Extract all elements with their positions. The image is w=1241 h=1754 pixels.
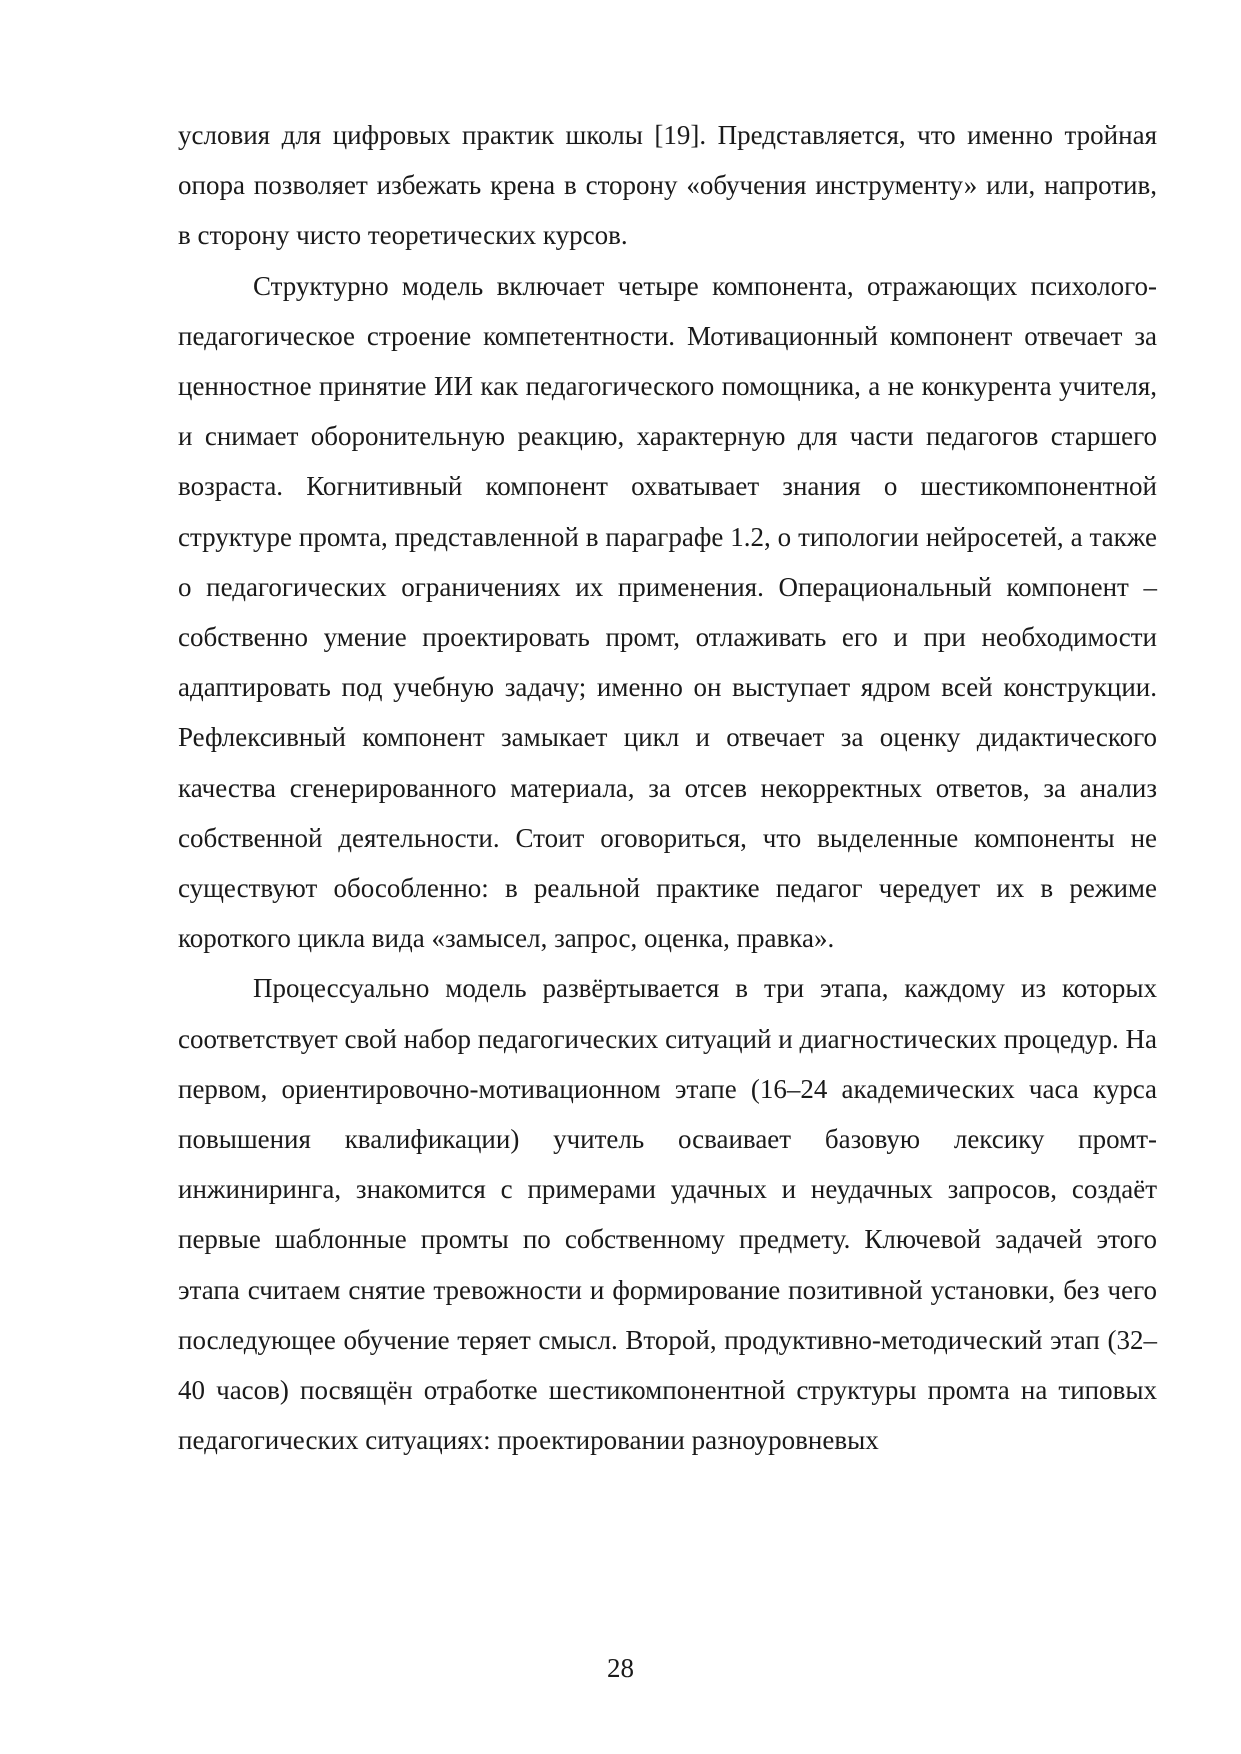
paragraph-continuation: условия для цифровых практик школы [19]. Представляется, что именно тройная опора позволяет избежать крена в сторону «обучения инструменту» или, напротив, в сторону чисто теоретических курсов. <box>178 120 1157 251</box>
paragraph-structure: Структурно модель включает четыре компонента, отражающих психолого-педагогическое строение компетентности. Мотивационный компонент отвечает за ценностное принятие ИИ как педагогического помощника, а не конкурента учителя, и снимает оборонительную реакцию, характерную для части педагогов старшего возраста. Когнитивный компонент охватывает знания о шестикомпонентной структуре промта, представленной в параграфе 1.2, о типологии нейросетей, а также о педагогических ограничениях их применения. Операциональный компонент – собственно умение проектировать промт, отлаживать его и при необходимости адаптировать под учебную задачу; именно он выступает ядром всей конструкции. Рефлексивный компонент замыкает цикл и отвечает за оценку дидактического качества сгенерированного материала, за отсев некорректных ответов, за анализ собственной деятельности. Стоит оговориться, что выделенные компоненты не существуют обособленно: в реальной практике педагог чередует их в режиме короткого цикла вида «замысел, запрос, оценка, правка». <box>178 270 1157 954</box>
page-number: 28 <box>607 1653 634 1683</box>
body-text <box>178 110 1157 1465</box>
paragraph-process: Процессуально модель развёртывается в три этапа, каждому из которых соответствует свой набор педагогических ситуаций и диагностических процедур. На первом, ориентировочно-мотивационном этапе (16–24 академических часа курса повышения квалификации) учитель осваивает базовую лексику промт-инжиниринга, знакомится с примерами удачных и неудачных запросов, создаёт первые шаблонные промты по собственному предмету. Ключевой задачей этого этапа считаем снятие тревожности и формирование позитивной установки, без чего последующее обучение теряет смысл. Второй, продуктивно-методический этап (32–40 часов) посвящён отработке шестикомпонентной структуры промта на типовых педагогических ситуациях: проектировании разноуровневых <box>178 973 1157 1456</box>
